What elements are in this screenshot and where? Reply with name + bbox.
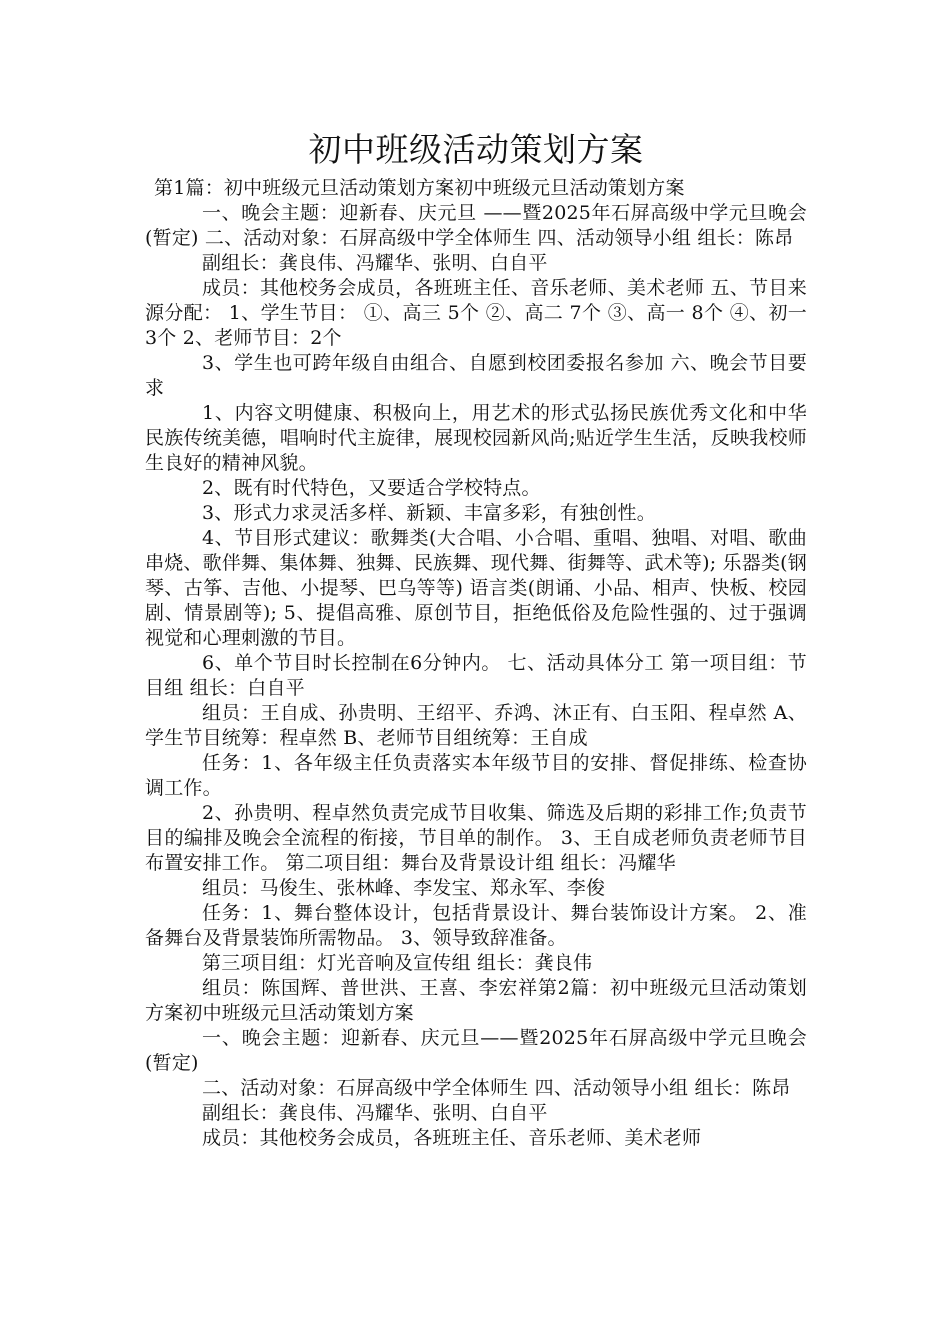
body-paragraph: 任务：1、各年级主任负责落实本年级节目的安排、督促排练、检查协调工作。 xyxy=(145,752,807,799)
body-paragraph: 二、活动对象：石屏高级中学全体师生 四、活动领导小组 组长：陈昂 xyxy=(202,1077,791,1099)
body-paragraph: 2、孙贵明、程卓然负责完成节目收集、筛选及后期的彩排工作;负责节目的编排及晚会全流程的衔接，节目单的制作。 3、王自成老师负责老师节目布置安排工作。 第二项目组：舞台及背景设计组 组长：冯耀华 xyxy=(145,802,807,874)
body-paragraph: 4、节目形式建议：歌舞类(大合唱、小合唱、重唱、独唱、对唱、歌曲串烧、歌伴舞、集体舞、独舞、民族舞、现代舞、街舞等、武术等); 乐器类(钢琴、古筝、吉他、小提琴、巴乌等等) 语言类(朗诵、小品、相声、快板、校园剧、情景剧等); 5、提倡高雅、原创节目，拒绝低俗及危险性强的、过于强调视觉和心理刺激的节目。 xyxy=(145,527,807,649)
body-paragraph: 3、形式力求灵活多样、新颖、丰富多彩，有独创性。 xyxy=(202,502,656,524)
document-page xyxy=(145,128,807,1151)
body-paragraph: 一、晚会主题：迎新春、庆元旦——暨2025年石屏高级中学元旦晚会(暂定) xyxy=(145,1027,807,1074)
body-paragraph: 1、内容文明健康、积极向上，用艺术的形式弘扬民族优秀文化和中华民族传统美德，唱响时代主旋律，展现校园新风尚;贴近学生生活，反映我校师生良好的精神风貌。 xyxy=(145,402,807,474)
body-paragraph: 副组长：龚良伟、冯耀华、张明、白自平 xyxy=(202,252,548,274)
body-paragraph: 一、晚会主题：迎新春、庆元旦 ——暨2025年石屏高级中学元旦晚会(暂定) 二、活动对象：石屏高级中学全体师生 四、活动领导小组 组长：陈昂 xyxy=(145,202,807,249)
body-paragraph: 2、既有时代特色，又要适合学校特点。 xyxy=(202,477,541,499)
body-paragraph: 第1篇：初中班级元旦活动策划方案初中班级元旦活动策划方案 xyxy=(154,177,685,199)
body-paragraph: 3、学生也可跨年级自由组合、自愿到校团委报名参加 六、晚会节目要求 xyxy=(145,352,807,399)
body-paragraph: 成员：其他校务会成员，各班班主任、音乐老师、美术老师 xyxy=(202,1127,702,1149)
body-paragraph: 组员：陈国辉、普世洪、王喜、李宏祥第2篇：初中班级元旦活动策划方案初中班级元旦活动策划方案 xyxy=(145,977,807,1024)
document-body xyxy=(145,176,807,1151)
body-paragraph: 6、单个节目时长控制在6分钟内。 七、活动具体分工 第一项目组：节目组 组长：白自平 xyxy=(145,652,807,699)
body-paragraph: 成员：其他校务会成员，各班班主任、音乐老师、美术老师 五、节目来源分配： 1、学生节目： ①、高三 5个 ②、高二 7个 ③、高一 8个 ④、初一 3个 2、老师节目：2个 xyxy=(145,277,807,349)
body-paragraph: 组员：马俊生、张林峰、李发宝、郑永军、李俊 xyxy=(202,877,606,899)
document-title: 初中班级活动策划方案 xyxy=(308,130,644,169)
body-paragraph: 第三项目组：灯光音响及宣传组 组长：龚良伟 xyxy=(202,952,593,974)
body-paragraph: 任务：1、舞台整体设计，包括背景设计、舞台装饰设计方案。 2、准备舞台及背景装饰所需物品。 3、领导致辞准备。 xyxy=(145,902,807,949)
body-paragraph: 副组长：龚良伟、冯耀华、张明、白自平 xyxy=(202,1102,548,1124)
body-paragraph: 组员：王自成、孙贵明、王绍平、乔鸿、沐正有、白玉阳、程卓然 A、学生节目统筹：程卓然 B、老师节目组统筹：王自成 xyxy=(145,702,807,749)
